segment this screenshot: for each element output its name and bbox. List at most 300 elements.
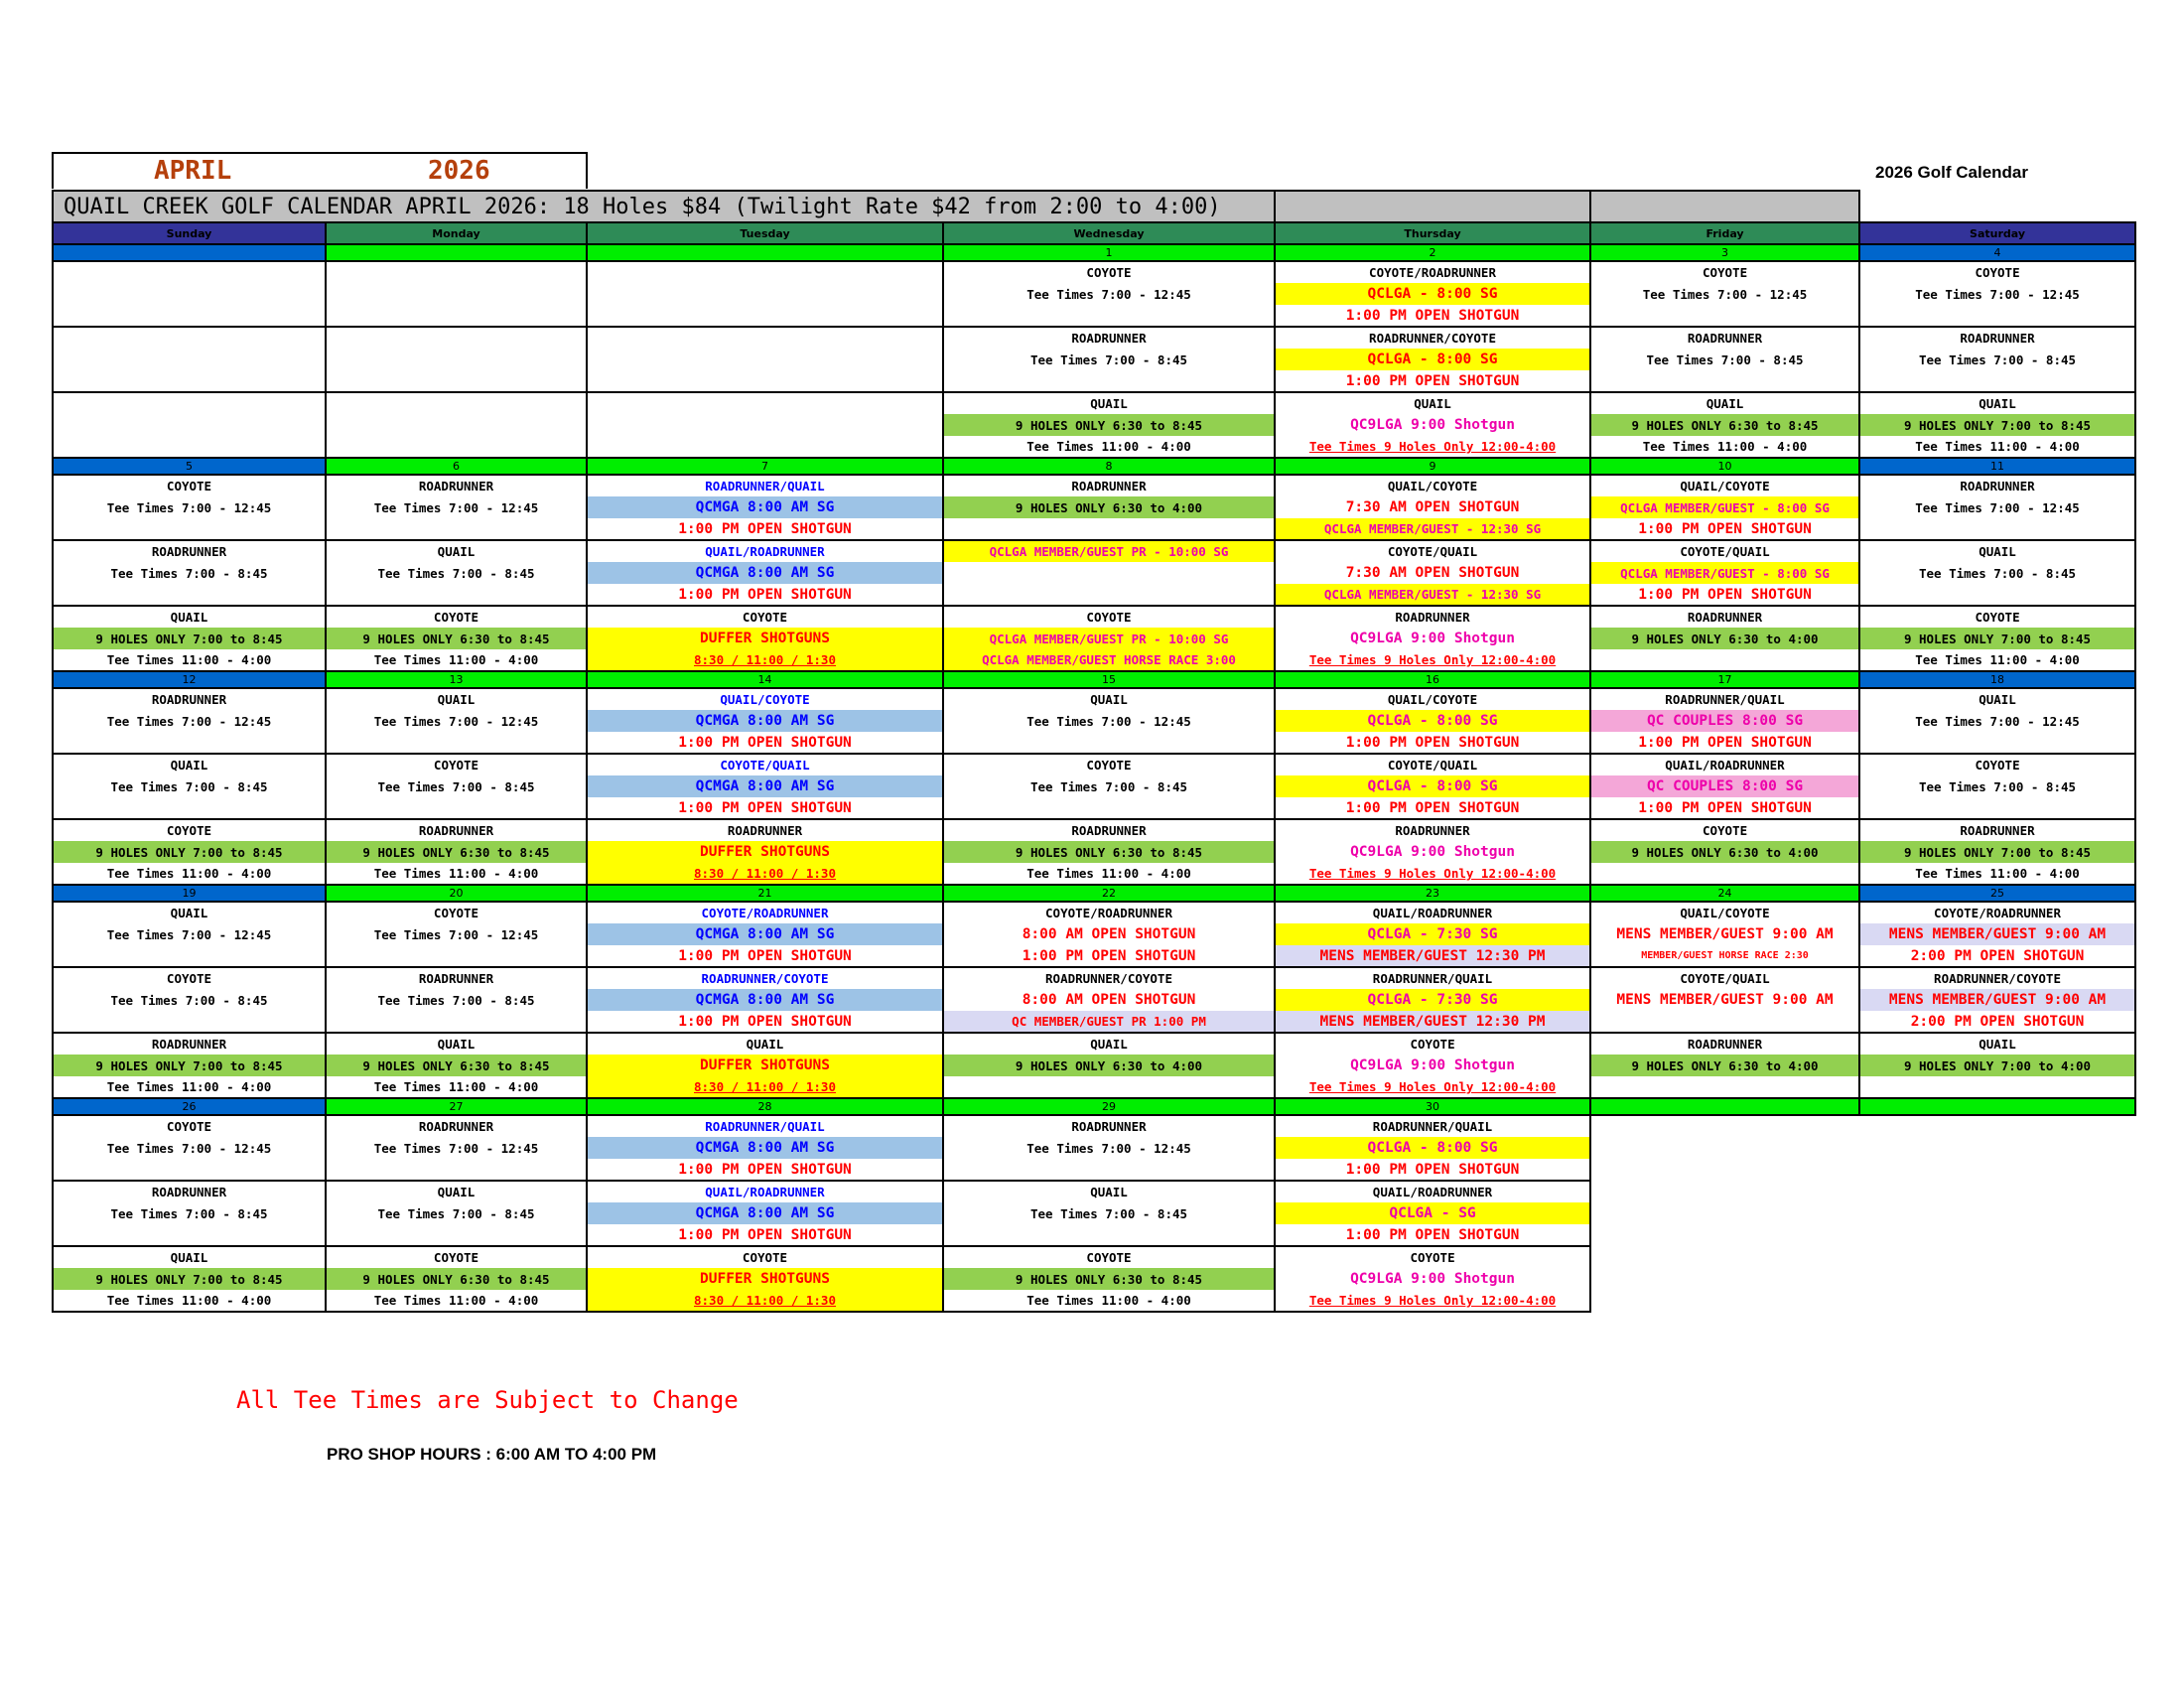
schedule-line: QCLGA MEMBER/GUEST - 8:00 SG [1590,562,1859,584]
schedule-line: Tee Times 7:00 - 8:45 [943,775,1275,797]
schedule-line: Tee Times 11:00 - 4:00 [943,1290,1275,1312]
empty-line [326,305,587,327]
date-number: 13 [326,671,587,688]
schedule-line: Tee Times 7:00 - 8:45 [943,1202,1275,1224]
date-number: 16 [1275,671,1590,688]
schedule-line: Tee Times 7:00 - 12:45 [326,710,587,732]
empty-line [326,436,587,458]
schedule-line: QC9LGA 9:00 Shotgun [1275,1055,1590,1076]
course-label: COYOTE [1590,261,1859,283]
year-label: 2026 [428,156,490,186]
schedule-line: Tee Times 11:00 - 4:00 [1859,863,2135,885]
schedule-line: 9 HOLES ONLY 6:30 to 4:00 [1590,1055,1859,1076]
empty-slot [1590,1268,1859,1290]
date-number: 20 [326,885,587,902]
course-label: ROADRUNNER [1275,606,1590,628]
course-label: COYOTE/ROADRUNNER [1859,902,2135,923]
empty-slot [1859,1159,2135,1181]
empty-slot [1590,1181,1859,1202]
empty-line [587,414,943,436]
schedule-line: 1:00 PM OPEN SHOTGUN [1275,1159,1590,1181]
schedule-line: Tee Times 7:00 - 12:45 [943,283,1275,305]
empty-slot [1590,1290,1859,1312]
schedule-line: Tee Times 11:00 - 4:00 [1859,649,2135,671]
date-number: 10 [1590,458,1859,475]
course-label: ROADRUNNER/QUAIL [1275,1115,1590,1137]
date-number: 15 [943,671,1275,688]
course-label: ROADRUNNER/QUAIL [1590,688,1859,710]
empty-line [1859,305,2135,327]
date-number [1859,1098,2135,1115]
course-label: COYOTE [326,754,587,775]
schedule-line: 9 HOLES ONLY 6:30 to 4:00 [1590,841,1859,863]
course-label: QUAIL [326,1033,587,1055]
course-label: COYOTE [326,606,587,628]
schedule-line: Tee Times 7:00 - 8:45 [1859,562,2135,584]
schedule-line: QC9LGA 9:00 Shotgun [1275,628,1590,649]
empty-line [943,1159,1275,1181]
empty-line [53,392,326,414]
calendar-title: QUAIL CREEK GOLF CALENDAR APRIL 2026: 18 Holes $84 (Twilight Rate $42 from 2:00 to 4:00) [53,191,1275,222]
empty-line [1590,305,1859,327]
schedule-line: QC9LGA 9:00 Shotgun [1275,841,1590,863]
schedule-line: 9 HOLES ONLY 6:30 to 4:00 [943,1055,1275,1076]
empty-line [1590,1076,1859,1098]
day-header-wednesday: Wednesday [943,222,1275,244]
schedule-line: 9 HOLES ONLY 7:00 to 8:45 [1859,414,2135,436]
course-label: ROADRUNNER [943,1115,1275,1137]
empty-line [326,518,587,540]
schedule-line: Tee Times 7:00 - 12:45 [943,710,1275,732]
schedule-line: 9 HOLES ONLY 6:30 to 8:45 [943,414,1275,436]
schedule-line: Tee Times 7:00 - 12:45 [326,1137,587,1159]
date-number: 27 [326,1098,587,1115]
schedule-line: QCMGA 8:00 AM SG [587,923,943,945]
empty-line [53,732,326,754]
course-label: QUAIL [943,392,1275,414]
empty-line [326,414,587,436]
empty-line [1590,649,1859,671]
course-label: COYOTE/ROADRUNNER [943,902,1275,923]
schedule-line: Tee Times 11:00 - 4:00 [943,863,1275,885]
empty-slot [1590,1224,1859,1246]
course-label: ROADRUNNER/COYOTE [587,967,943,989]
schedule-line: Tee Times 7:00 - 8:45 [53,1202,326,1224]
empty-slot [1590,1202,1859,1224]
empty-line [326,1011,587,1033]
course-label: COYOTE [53,967,326,989]
empty-line [587,349,943,370]
empty-line [943,732,1275,754]
schedule-line: Tee Times 7:00 - 12:45 [1859,496,2135,518]
course-label: QUAIL [943,1033,1275,1055]
date-number: 25 [1859,885,2135,902]
schedule-line: QCLGA - SG [1275,1202,1590,1224]
schedule-line: MEMBER/GUEST HORSE RACE 2:30 [1590,945,1859,967]
course-label: QUAIL [53,606,326,628]
date-number [1590,1098,1859,1115]
date-number [587,244,943,261]
course-label: COYOTE [1590,819,1859,841]
schedule-line: 1:00 PM OPEN SHOTGUN [587,1159,943,1181]
schedule-line: DUFFER SHOTGUNS [587,1055,943,1076]
schedule-line: Tee Times 7:00 - 12:45 [1859,710,2135,732]
schedule-line: QCMGA 8:00 AM SG [587,1202,943,1224]
empty-line [943,1224,1275,1246]
schedule-line: 9 HOLES ONLY 7:00 to 8:45 [53,1268,326,1290]
course-label: QUAIL [53,902,326,923]
schedule-line: 8:30 / 11:00 / 1:30 [587,863,943,885]
course-label: COYOTE/ROADRUNNER [1275,261,1590,283]
schedule-line: 2:00 PM OPEN SHOTGUN [1859,945,2135,967]
date-number: 30 [1275,1098,1590,1115]
schedule-line: QCLGA - 7:30 SG [1275,989,1590,1011]
course-label: ROADRUNNER [1859,327,2135,349]
date-number: 3 [1590,244,1859,261]
course-label: COYOTE [53,475,326,496]
schedule-line: 7:30 AM OPEN SHOTGUN [1275,562,1590,584]
empty-line [53,1159,326,1181]
empty-line [53,261,326,283]
date-number: 22 [943,885,1275,902]
schedule-line: Tee Times 11:00 - 4:00 [943,436,1275,458]
empty-line [1859,370,2135,392]
schedule-line: Tee Times 11:00 - 4:00 [53,1290,326,1312]
course-label: QUAIL/COYOTE [1275,688,1590,710]
title-filler-cell [1275,191,1590,222]
empty-line [587,370,943,392]
schedule-line: Tee Times 7:00 - 8:45 [326,989,587,1011]
course-label: COYOTE [943,1246,1275,1268]
schedule-line: Tee Times 11:00 - 4:00 [1590,436,1859,458]
schedule-line: 1:00 PM OPEN SHOTGUN [1590,518,1859,540]
schedule-line: Tee Times 7:00 - 8:45 [326,775,587,797]
empty-line [326,1224,587,1246]
schedule-line: Tee Times 9 Holes Only 12:00-4:00 [1275,649,1590,671]
date-number: 19 [53,885,326,902]
course-label: COYOTE/ROADRUNNER [587,902,943,923]
empty-slot [1859,1246,2135,1268]
empty-line [1859,584,2135,606]
schedule-line: 9 HOLES ONLY 7:00 to 4:00 [1859,1055,2135,1076]
empty-line [326,732,587,754]
course-label: QUAIL [1859,392,2135,414]
schedule-line: 8:00 AM OPEN SHOTGUN [943,989,1275,1011]
schedule-line: Tee Times 7:00 - 8:45 [1859,775,2135,797]
empty-slot [1859,1268,2135,1290]
course-label: ROADRUNNER/QUAIL [587,1115,943,1137]
schedule-line: QCMGA 8:00 AM SG [587,989,943,1011]
schedule-line: Tee Times 7:00 - 12:45 [1590,283,1859,305]
course-label: COYOTE [1859,754,2135,775]
schedule-line: 9 HOLES ONLY 7:00 to 8:45 [53,1055,326,1076]
empty-line [943,518,1275,540]
course-label: QUAIL [943,688,1275,710]
schedule-line: QC COUPLES 8:00 SG [1590,775,1859,797]
schedule-line: QCMGA 8:00 AM SG [587,1137,943,1159]
schedule-line: 1:00 PM OPEN SHOTGUN [587,584,943,606]
empty-line [53,797,326,819]
schedule-line: Tee Times 11:00 - 4:00 [326,1290,587,1312]
course-label: ROADRUNNER/COYOTE [1859,967,2135,989]
empty-line [943,370,1275,392]
schedule-line: DUFFER SHOTGUNS [587,1268,943,1290]
empty-line [587,436,943,458]
empty-slot [1590,1115,1859,1137]
empty-line [53,305,326,327]
course-label: QUAIL [326,1181,587,1202]
empty-line [587,283,943,305]
schedule-line: Tee Times 7:00 - 8:45 [943,349,1275,370]
course-label: ROADRUNNER [943,327,1275,349]
course-label: ROADRUNNER [326,1115,587,1137]
course-label: ROADRUNNER [1590,1033,1859,1055]
schedule-line: 8:00 AM OPEN SHOTGUN [943,923,1275,945]
empty-line [943,562,1275,584]
course-label: QUAIL/COYOTE [587,688,943,710]
empty-line [326,283,587,305]
date-number: 14 [587,671,943,688]
schedule-line: QCLGA MEMBER/GUEST - 12:30 SG [1275,584,1590,606]
schedule-line: 8:30 / 11:00 / 1:30 [587,1290,943,1312]
date-number: 1 [943,244,1275,261]
course-label: QUAIL [53,754,326,775]
date-number [326,244,587,261]
empty-line [943,305,1275,327]
schedule-line: 1:00 PM OPEN SHOTGUN [587,1011,943,1033]
schedule-line: 9 HOLES ONLY 6:30 to 4:00 [1590,628,1859,649]
empty-slot [1859,1181,2135,1202]
schedule-line: 1:00 PM OPEN SHOTGUN [1275,1224,1590,1246]
schedule-line: Tee Times 7:00 - 12:45 [53,1137,326,1159]
schedule-line: Tee Times 7:00 - 8:45 [53,775,326,797]
schedule-line: 9 HOLES ONLY 7:00 to 8:45 [1859,841,2135,863]
schedule-line: Tee Times 7:00 - 8:45 [326,562,587,584]
course-label: ROADRUNNER [943,819,1275,841]
course-label: ROADRUNNER [53,540,326,562]
schedule-line: Tee Times 11:00 - 4:00 [326,863,587,885]
schedule-line: 1:00 PM OPEN SHOTGUN [1275,305,1590,327]
schedule-line: Tee Times 11:00 - 4:00 [1859,436,2135,458]
date-number: 9 [1275,458,1590,475]
empty-line [326,370,587,392]
schedule-line: Tee Times 7:00 - 12:45 [53,710,326,732]
schedule-line: 1:00 PM OPEN SHOTGUN [587,518,943,540]
course-label: COYOTE/QUAIL [1275,540,1590,562]
schedule-line: MENS MEMBER/GUEST 9:00 AM [1590,989,1859,1011]
empty-line [587,305,943,327]
empty-line [326,584,587,606]
course-label: QUAIL/ROADRUNNER [1275,902,1590,923]
empty-line [587,327,943,349]
course-label: COYOTE [53,1115,326,1137]
course-label: ROADRUNNER/COYOTE [1275,327,1590,349]
course-label: QUAIL/COYOTE [1590,475,1859,496]
empty-line [53,414,326,436]
schedule-line: QCMGA 8:00 AM SG [587,775,943,797]
empty-line [53,370,326,392]
empty-slot [1590,1137,1859,1159]
schedule-line: Tee Times 7:00 - 8:45 [53,562,326,584]
schedule-line: QCLGA - 7:30 SG [1275,923,1590,945]
title-filler-cell [1859,191,2135,222]
course-label: COYOTE [1275,1033,1590,1055]
schedule-line: Tee Times 9 Holes Only 12:00-4:00 [1275,1290,1590,1312]
day-header-saturday: Saturday [1859,222,2135,244]
empty-line [326,797,587,819]
schedule-line: QCLGA MEMBER/GUEST HORSE RACE 3:00 [943,649,1275,671]
course-label: COYOTE [1275,1246,1590,1268]
course-label: QUAIL [326,540,587,562]
schedule-line: 1:00 PM OPEN SHOTGUN [1590,797,1859,819]
empty-line [53,1011,326,1033]
course-label: COYOTE [326,1246,587,1268]
course-label: ROADRUNNER [943,475,1275,496]
empty-line [1859,1076,2135,1098]
schedule-line: Tee Times 7:00 - 8:45 [326,1202,587,1224]
schedule-line: Tee Times 9 Holes Only 12:00-4:00 [1275,1076,1590,1098]
schedule-line: Tee Times 7:00 - 8:45 [1859,349,2135,370]
schedule-line: 9 HOLES ONLY 6:30 to 8:45 [326,1055,587,1076]
schedule-line: QCLGA MEMBER/GUEST PR - 10:00 SG [943,628,1275,649]
schedule-line: QCMGA 8:00 AM SG [587,710,943,732]
schedule-line: 9 HOLES ONLY 7:00 to 8:45 [53,628,326,649]
schedule-line: MENS MEMBER/GUEST 9:00 AM [1859,989,2135,1011]
empty-slot [1859,1137,2135,1159]
schedule-line: 1:00 PM OPEN SHOTGUN [1275,370,1590,392]
schedule-line: 1:00 PM OPEN SHOTGUN [943,945,1275,967]
date-number [53,244,326,261]
course-label: QUAIL/COYOTE [1275,475,1590,496]
date-number: 24 [1590,885,1859,902]
empty-line [1590,863,1859,885]
course-label: QUAIL [587,1033,943,1055]
schedule-line: QCLGA MEMBER/GUEST - 8:00 SG [1590,496,1859,518]
day-header-monday: Monday [326,222,587,244]
empty-slot [1859,1290,2135,1312]
schedule-line: QCLGA - 8:00 SG [1275,1137,1590,1159]
date-number: 6 [326,458,587,475]
day-header-tuesday: Tuesday [587,222,943,244]
date-number: 21 [587,885,943,902]
schedule-line: 9 HOLES ONLY 6:30 to 8:45 [326,841,587,863]
course-label: QUAIL [326,688,587,710]
date-number: 12 [53,671,326,688]
schedule-line: 9 HOLES ONLY 6:30 to 8:45 [1590,414,1859,436]
schedule-line: Tee Times 7:00 - 12:45 [943,1137,1275,1159]
month-header-box [52,152,588,189]
schedule-line: 1:00 PM OPEN SHOTGUN [587,732,943,754]
schedule-line: 7:30 AM OPEN SHOTGUN [1275,496,1590,518]
course-label: COYOTE [53,819,326,841]
course-label: QUAIL [1859,688,2135,710]
schedule-line: 8:30 / 11:00 / 1:30 [587,1076,943,1098]
schedule-line: QCLGA MEMBER/GUEST - 12:30 SG [1275,518,1590,540]
day-header-friday: Friday [1590,222,1859,244]
course-label: ROADRUNNER [1590,327,1859,349]
course-label: QUAIL [943,1181,1275,1202]
date-number: 23 [1275,885,1590,902]
course-label: COYOTE [943,606,1275,628]
schedule-line: 1:00 PM OPEN SHOTGUN [587,797,943,819]
empty-line [1859,797,2135,819]
course-label: QUAIL/ROADRUNNER [587,540,943,562]
course-label: ROADRUNNER [53,1181,326,1202]
date-number: 11 [1859,458,2135,475]
schedule-line: Tee Times 9 Holes Only 12:00-4:00 [1275,436,1590,458]
schedule-line: MENS MEMBER/GUEST 9:00 AM [1859,923,2135,945]
schedule-line: QC COUPLES 8:00 SG [1590,710,1859,732]
schedule-line: Tee Times 11:00 - 4:00 [326,649,587,671]
schedule-line: 8:30 / 11:00 / 1:30 [587,649,943,671]
schedule-line: MENS MEMBER/GUEST 12:30 PM [1275,1011,1590,1033]
empty-line [943,584,1275,606]
course-label: QCLGA MEMBER/GUEST PR - 10:00 SG [943,540,1275,562]
course-label: QUAIL/ROADRUNNER [587,1181,943,1202]
course-label: ROADRUNNER [1859,475,2135,496]
empty-line [943,797,1275,819]
empty-line [1859,732,2135,754]
schedule-line: 9 HOLES ONLY 6:30 to 4:00 [943,496,1275,518]
empty-line [53,1224,326,1246]
schedule-line: DUFFER SHOTGUNS [587,841,943,863]
schedule-line: DUFFER SHOTGUNS [587,628,943,649]
schedule-line: 1:00 PM OPEN SHOTGUN [1275,732,1590,754]
schedule-line: Tee Times 7:00 - 12:45 [326,923,587,945]
empty-line [943,1076,1275,1098]
schedule-line: QCMGA 8:00 AM SG [587,562,943,584]
schedule-line: Tee Times 11:00 - 4:00 [326,1076,587,1098]
month-label: APRIL [154,156,232,186]
empty-slot [1859,1224,2135,1246]
schedule-line: Tee Times 7:00 - 12:45 [1859,283,2135,305]
schedule-line: 1:00 PM OPEN SHOTGUN [1590,584,1859,606]
empty-slot [1859,1202,2135,1224]
course-label: QUAIL/COYOTE [1590,902,1859,923]
course-label: ROADRUNNER [53,688,326,710]
empty-line [1590,1011,1859,1033]
course-label: ROADRUNNER [326,475,587,496]
subject-to-change-note: All Tee Times are Subject to Change [236,1386,739,1414]
schedule-line: Tee Times 9 Holes Only 12:00-4:00 [1275,863,1590,885]
pro-shop-hours: PRO SHOP HOURS : 6:00 AM TO 4:00 PM [327,1445,657,1464]
title-filler-cell [1590,191,1859,222]
course-label: ROADRUNNER [1590,606,1859,628]
empty-line [1859,518,2135,540]
schedule-line: QCMGA 8:00 AM SG [587,496,943,518]
empty-line [53,945,326,967]
schedule-line: Tee Times 7:00 - 8:45 [1590,349,1859,370]
schedule-line: 1:00 PM OPEN SHOTGUN [1590,732,1859,754]
course-label: COYOTE [943,754,1275,775]
schedule-line: 9 HOLES ONLY 7:00 to 8:45 [1859,628,2135,649]
course-label: ROADRUNNER/QUAIL [1275,967,1590,989]
schedule-line: Tee Times 11:00 - 4:00 [53,863,326,885]
schedule-line: QCLGA - 8:00 SG [1275,710,1590,732]
schedule-line: 9 HOLES ONLY 6:30 to 8:45 [943,1268,1275,1290]
course-label: ROADRUNNER/QUAIL [587,475,943,496]
empty-line [53,436,326,458]
schedule-line: 1:00 PM OPEN SHOTGUN [587,1224,943,1246]
course-label: COYOTE [1859,606,2135,628]
empty-line [326,1159,587,1181]
day-header-thursday: Thursday [1275,222,1590,244]
date-number: 26 [53,1098,326,1115]
schedule-line: QCLGA - 8:00 SG [1275,775,1590,797]
schedule-line: Tee Times 7:00 - 12:45 [53,923,326,945]
schedule-line: Tee Times 7:00 - 12:45 [53,496,326,518]
date-number: 2 [1275,244,1590,261]
